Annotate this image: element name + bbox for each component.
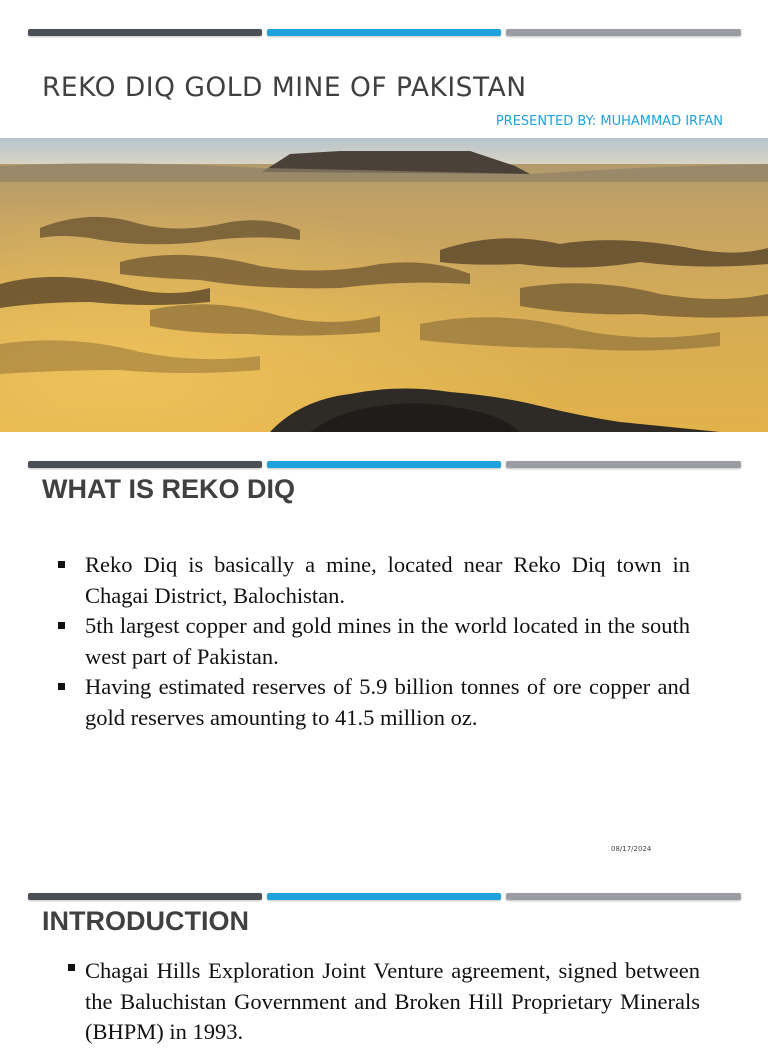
square-bullet-icon — [58, 561, 65, 568]
bar-dark — [28, 893, 262, 900]
decorative-bars — [28, 29, 741, 36]
bar-dark — [28, 461, 262, 468]
slide-heading: INTRODUCTION — [42, 906, 249, 936]
bullet-text: Chagai Hills Exploration Joint Venture agreement, signed between the Baluchistan Government and Broken Hill Proprietary Minerals (BHPM) in 1993. — [85, 958, 700, 1044]
bar-blue — [267, 29, 501, 36]
introduction-slide — [0, 864, 768, 1044]
square-bullet-icon — [58, 622, 65, 629]
bullet-text: Reko Diq is basically a mine, located near Reko Diq town in Chagai District, Balochistan. — [85, 552, 690, 608]
slide-title: REKO DIQ GOLD MINE OF PAKISTAN — [42, 72, 527, 103]
square-bullet-icon — [58, 683, 65, 690]
what-is-reko-diq-slide — [0, 432, 768, 864]
square-bullet-icon — [68, 964, 75, 971]
bullet-text: 5th largest copper and gold mines in the world located in the south west part of Pakistan. — [85, 613, 690, 669]
bar-blue — [267, 461, 501, 468]
desert-landscape-image — [0, 138, 768, 432]
bar-gray — [506, 461, 741, 468]
title-slide — [0, 0, 768, 432]
decorative-bars — [28, 893, 741, 900]
bar-gray — [506, 893, 741, 900]
decorative-bars — [28, 461, 741, 468]
bar-gray — [506, 29, 741, 36]
list-item — [56, 672, 690, 733]
list-item — [56, 550, 690, 611]
presenter-credit: PRESENTED BY: MUHAMMAD IRFAN — [495, 114, 723, 129]
bullet-list — [56, 550, 690, 733]
slide-heading: WHAT IS REKO DIQ — [42, 474, 295, 504]
list-item — [68, 956, 700, 1048]
bar-blue — [267, 893, 501, 900]
bar-dark — [28, 29, 262, 36]
list-item — [56, 611, 690, 672]
bullet-text: Having estimated reserves of 5.9 billion tonnes of ore copper and gold reserves amounting to 41.5 million oz. — [85, 674, 690, 730]
bullet-list — [68, 956, 700, 1048]
slide-date: 08/17/2024 — [611, 845, 652, 853]
